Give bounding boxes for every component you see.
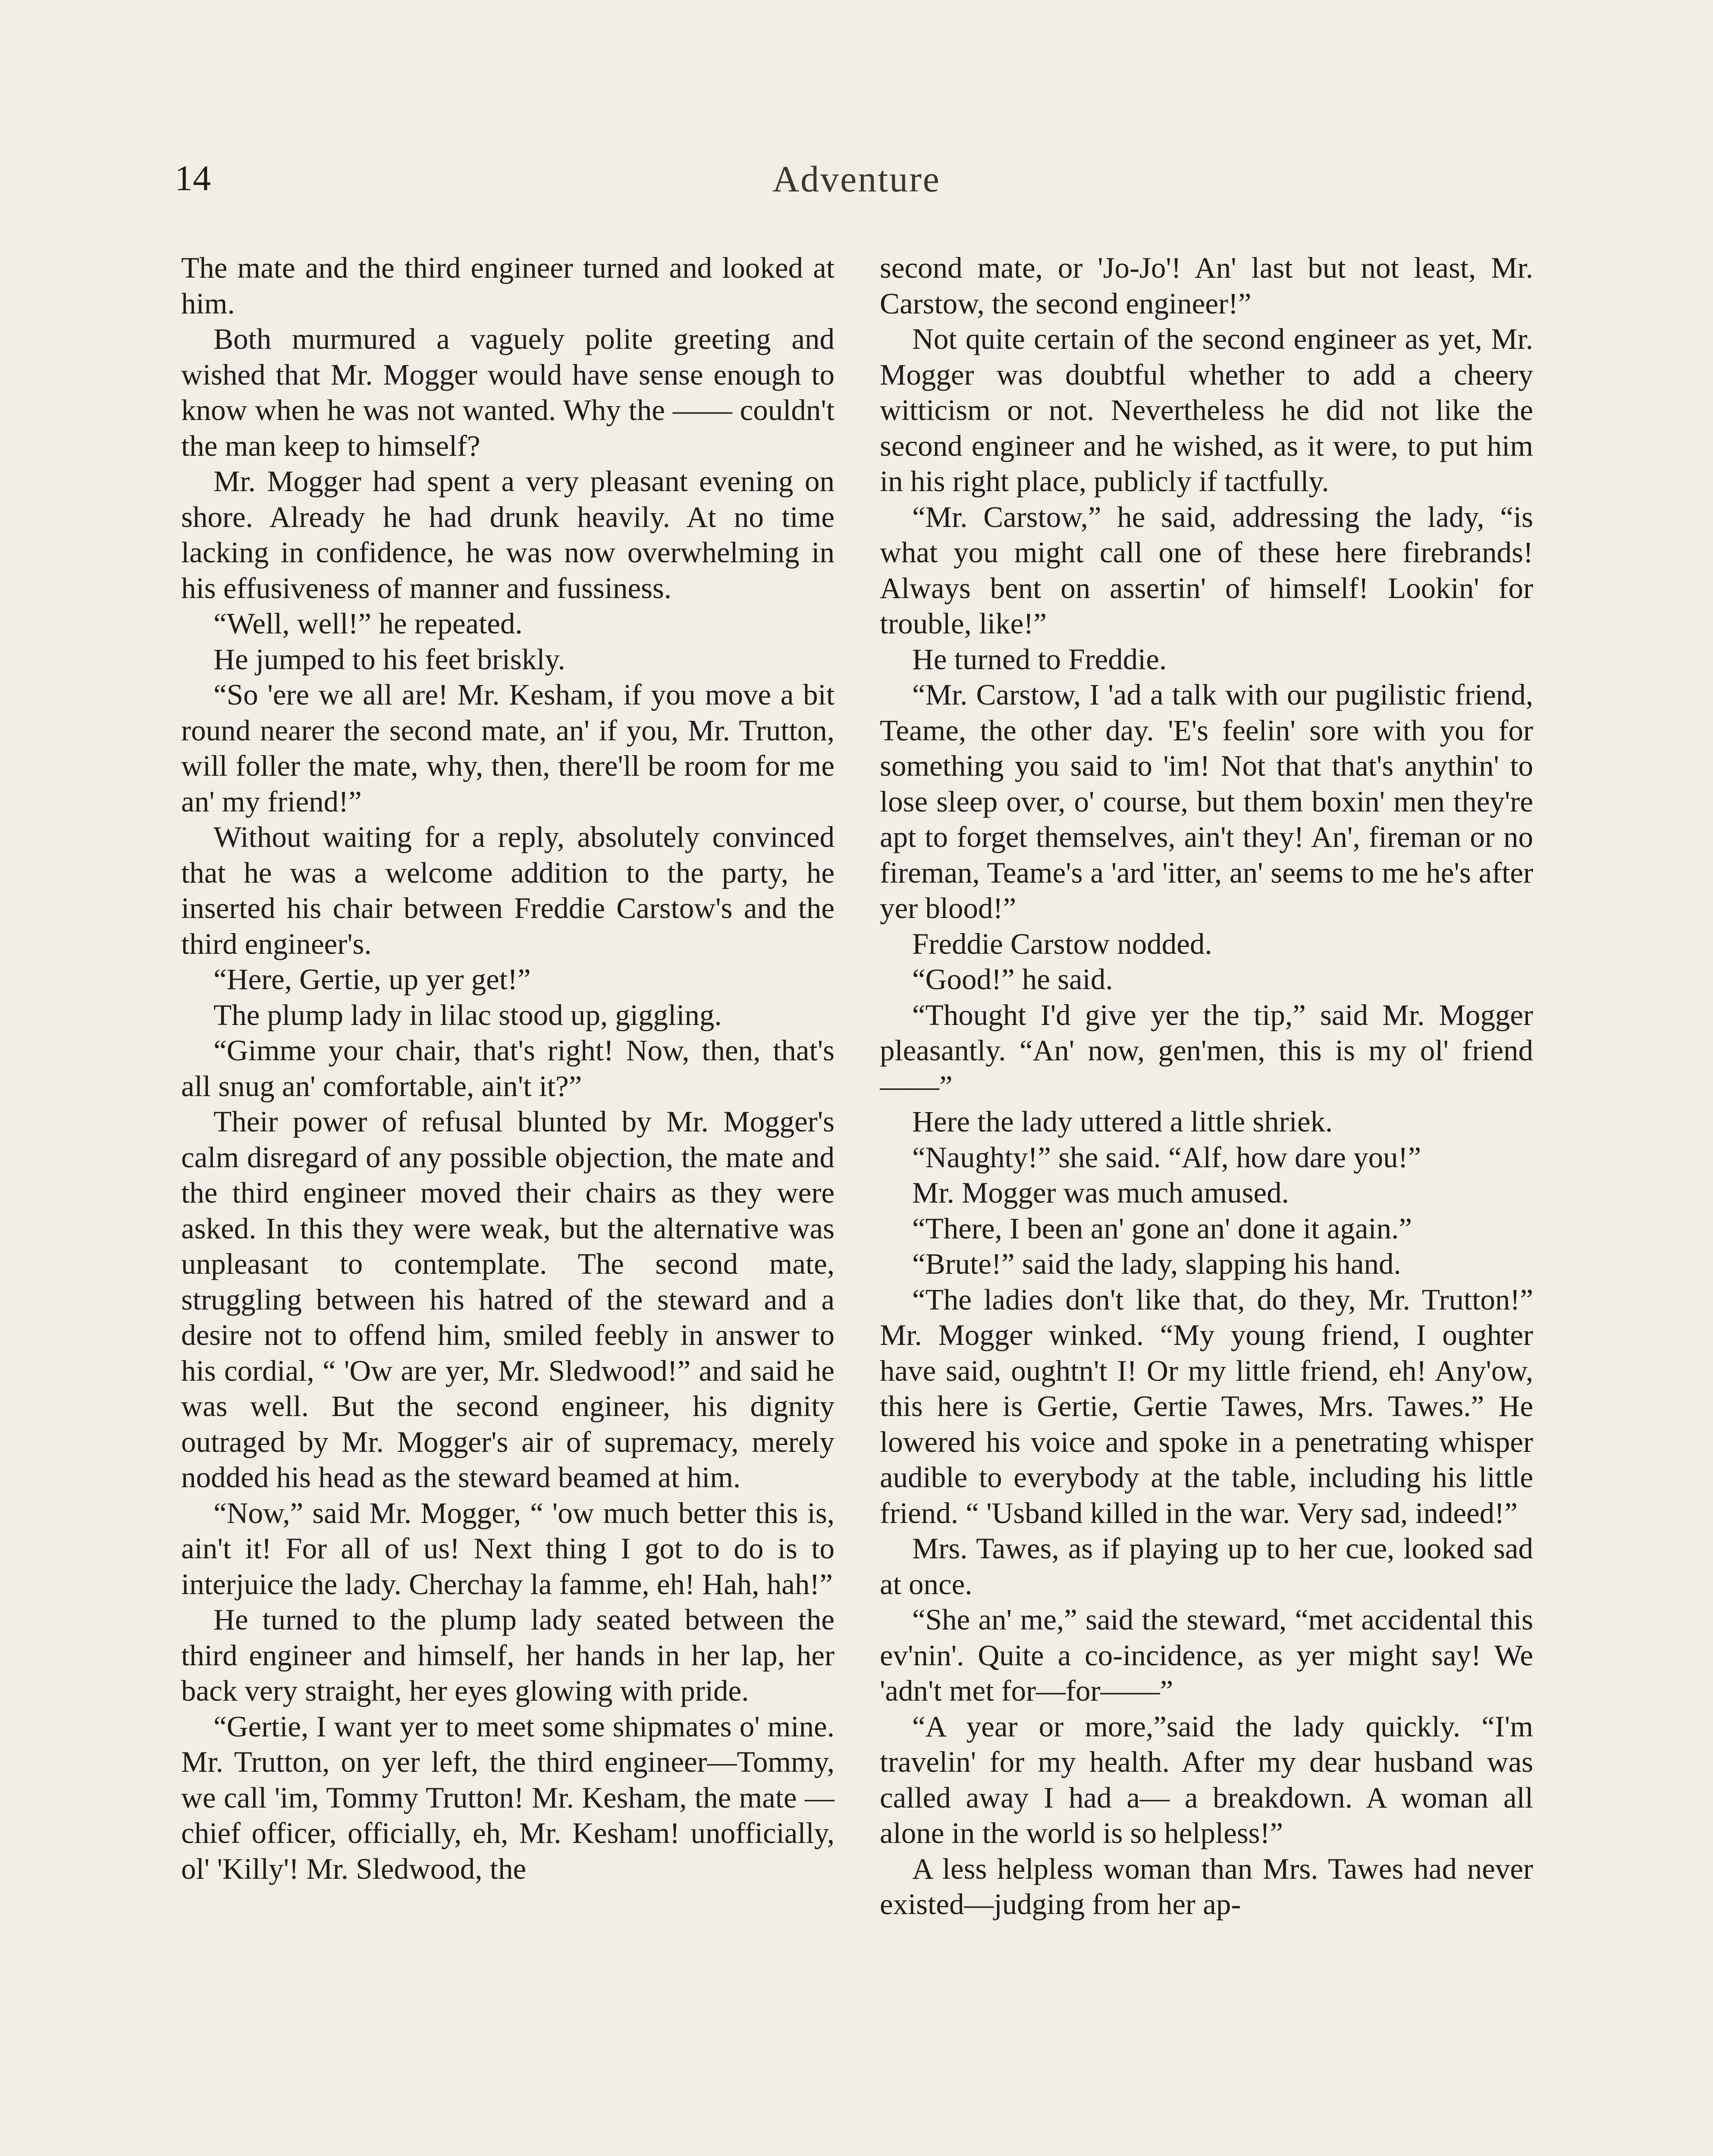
paragraph: Not quite certain of the second engineer as yet, Mr. Mogger was doubtful whether to add a cheery witticism or not. Nevertheless he did not like the second engineer and he wished, as it were, to put him in his right place, publicly if tactfully. xyxy=(880,323,1533,498)
paragraph: Mr. Mogger was much amused. xyxy=(912,1176,1289,1209)
paragraph: The mate and the third engineer turned and looked at him. xyxy=(181,251,835,320)
paragraph: Mrs. Tawes, as if playing up to her cue, looked sad at once. xyxy=(880,1532,1533,1601)
paragraph: He jumped to his feet briskly. xyxy=(213,642,565,676)
paragraph: He turned to the plump lady seated between the third engineer and himself, her hands in her lap, her back very straight, her eyes glowing with pride. xyxy=(181,1603,835,1707)
running-title: Adventure xyxy=(772,158,941,200)
paragraph: A less helpless woman than Mrs. Tawes had never existed—judging from her ap- xyxy=(880,1852,1533,1921)
paragraph: Here the lady uttered a little shriek. xyxy=(912,1105,1333,1138)
paragraph: “She an' me,” said the steward, “met accidental this ev'nin'. Quite a co-incidence, as yer might say! We 'adn't met for—for——” xyxy=(880,1603,1533,1707)
paragraph: The plump lady in lilac stood up, giggling. xyxy=(213,998,722,1031)
paragraph: Mr. Mogger had spent a very pleasant evening on shore. Already he had drunk heavily. At no time lacking in confidence, he was now overwhelming in his effusiveness of manner and fussiness. xyxy=(181,465,835,605)
paragraph: “Naughty!” she said. “Alf, how dare you!” xyxy=(912,1141,1421,1174)
paragraph: “Here, Gertie, up yer get!” xyxy=(213,963,531,996)
paragraph: “Now,” said Mr. Mogger, “ 'ow much better this is, ain't it! For all of us! Next thing I got to do is to interjuice the lady. Cherchay la famme, eh! Hah, hah!” xyxy=(181,1496,835,1601)
paragraph: “Good!” he said. xyxy=(912,963,1113,996)
right-column xyxy=(880,250,1533,2156)
paragraph: Freddie Carstow nodded. xyxy=(912,927,1212,960)
paragraph: He turned to Freddie. xyxy=(912,642,1167,676)
paragraph: second mate, or 'Jo-Jo'! An' last but not least, Mr. Carstow, the second engineer!” xyxy=(880,251,1533,320)
left-column xyxy=(181,250,835,2156)
paragraph: “Well, well!” he repeated. xyxy=(213,607,523,640)
paragraph: “There, I been an' gone an' done it again.” xyxy=(912,1212,1412,1245)
paragraph: “Brute!” said the lady, slapping his hand. xyxy=(912,1247,1401,1280)
page-number: 14 xyxy=(175,158,211,198)
paragraph: “The ladies don't like that, do they, Mr. Trutton!” Mr. Mogger winked. “My young friend, I oughter have said, oughtn't I! Or my little friend, eh! Any'ow, this here is Gertie, Gertie Tawes, Mrs. Tawes.” He lowered his voice and spoke in a penetrating whisper audible to everybody at the table, including his little friend. “ 'Usband killed in the war. Very sad, indeed!” xyxy=(880,1283,1533,1529)
paragraph: “Gertie, I want yer to meet some shipmates o' mine. Mr. Trutton, on yer left, the third engineer—Tommy, we call 'im, Tommy Trutton! Mr. Kesham, the mate —chief officer, officially, eh, Mr. Kesham! unofficially, ol' 'Killy'! Mr. Sledwood, the xyxy=(181,1710,835,1885)
paragraph: Both murmured a vaguely polite greeting and wished that Mr. Mogger would have sense enough to know when he was not wanted. Why the —— couldn't the man keep to himself? xyxy=(181,323,835,462)
paragraph: Without waiting for a reply, absolutely convinced that he was a welcome addition to the party, he inserted his chair between Freddie Carstow's and the third engineer's. xyxy=(181,821,835,960)
paragraph: “Mr. Carstow, I 'ad a talk with our pugilistic friend, Teame, the other day. 'E's feelin' sore with you for something you said to 'im! Not that that's anythin' to lose sleep over, o' course, but them boxin' men they're apt to forget themselves, ain't they! An', fireman or no fireman, Teame's a 'ard 'itter, an' seems to me he's after yer blood!” xyxy=(880,678,1533,924)
paragraph: Their power of refusal blunted by Mr. Mogger's calm disregard of any possible objection, the mate and the third engineer moved their chairs as they were asked. In this they were weak, but the alternative was unpleasant to contemplate. The second mate, struggling between his hatred of the steward and a desire not to offend him, smiled feebly in answer to his cordial, “ 'Ow are yer, Mr. Sledwood!” and said he was well. But the second engineer, his dignity outraged by Mr. Mogger's air of supremacy, merely nodded his head as the steward beamed at him. xyxy=(181,1105,835,1494)
paragraph: “So 'ere we all are! Mr. Kesham, if you move a bit round nearer the second mate, an' if you, Mr. Trutton, will foller the mate, why, then, there'll be room for me an' my friend!” xyxy=(181,678,835,818)
paragraph: “Gimme your chair, that's right! Now, then, that's all snug an' comfortable, ain't it?” xyxy=(181,1034,835,1103)
paragraph: “Thought I'd give yer the tip,” said Mr. Mogger pleasantly. “An' now, gen'men, this is my ol' friend——” xyxy=(880,998,1533,1103)
paragraph: “Mr. Carstow,” he said, addressing the lady, “is what you might call one of these here firebrands! Always bent on assertin' of himself! Lookin' for trouble, like!” xyxy=(880,500,1533,640)
paragraph: “A year or more,”said the lady quickly. “I'm travelin' for my health. After my dear husband was called away I had a— a breakdown. A woman all alone in the world is so helpless!” xyxy=(880,1710,1533,1849)
